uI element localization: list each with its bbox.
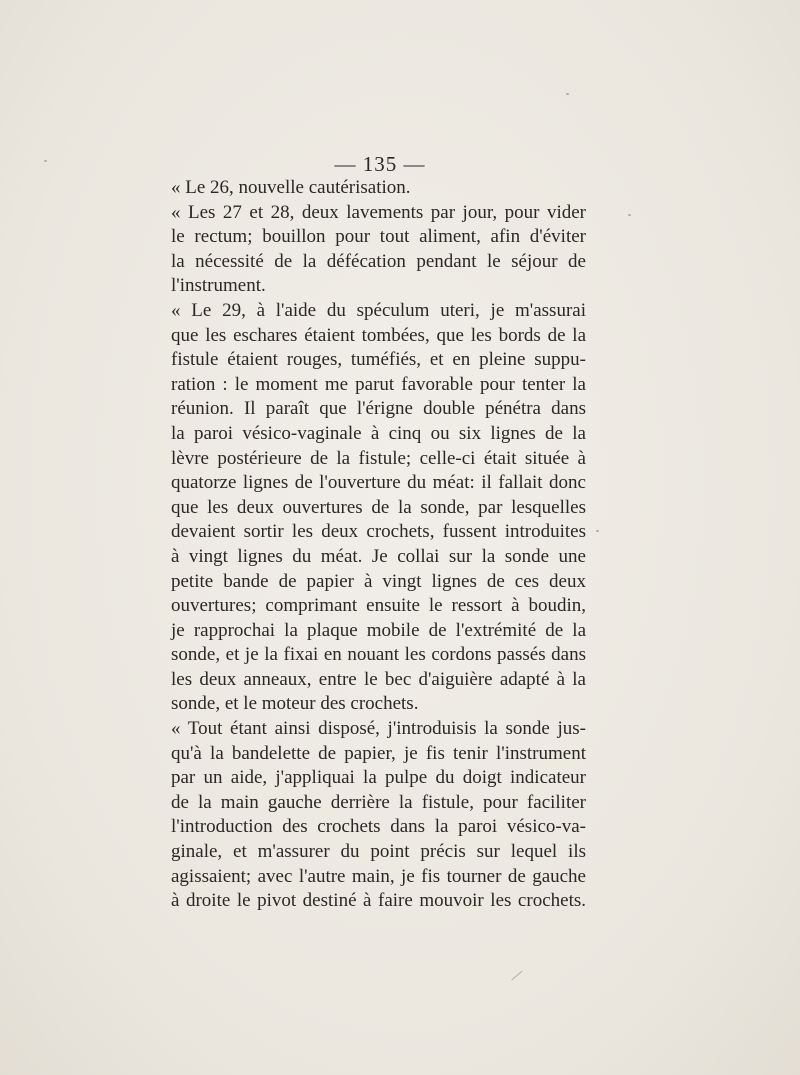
text-line: « Le 29, à l'aide du spéculum uteri, je m'assurai: [171, 299, 586, 321]
paper-speck: [44, 160, 47, 162]
text-line: à vingt lignes du méat. Je collai sur la sonde une: [171, 545, 586, 567]
text-line: petite bande de papier à vingt lignes de ces deux: [171, 570, 586, 592]
text-line: devaient sortir les deux crochets, fussent introduites: [171, 521, 586, 543]
paper-speck: [566, 93, 569, 95]
text-line: fistule étaient rouges, tuméfiés, et en pleine suppu-: [171, 349, 586, 371]
text-line: que les deux ouvertures de la sonde, par lesquelles: [171, 496, 586, 518]
text-line: l'instrument.: [171, 275, 266, 297]
text-line: de la main gauche derrière la fistule, pour faciliter: [171, 791, 586, 813]
text-line: « Le 26, nouvelle cautérisation.: [171, 177, 411, 198]
text-line: que les eschares étaient tombées, que les bords de la: [171, 324, 586, 346]
paper-speck: [628, 214, 631, 216]
text-line: je rapprochai la plaque mobile de l'extrémité de la: [171, 619, 586, 641]
text-line: ouvertures; comprimant ensuite le ressort à boudin,: [171, 595, 586, 617]
text-line: le rectum; bouillon pour tout aliment, afin d'éviter: [171, 226, 586, 248]
paper-speck: [596, 530, 599, 532]
body-text: [171, 176, 586, 914]
text-line: quatorze lignes de l'ouverture du méat: il fallait donc: [171, 472, 586, 494]
text-line: la paroi vésico-vaginale à cinq ou six lignes de la: [171, 422, 586, 444]
text-line: ration : le moment me parut favorable pour tenter la: [171, 373, 586, 395]
paper-mark: [511, 971, 522, 981]
text-line: la nécessité de la défécation pendant le séjour de: [171, 250, 586, 272]
text-line: ginale, et m'assurer du point précis sur lequel ils: [171, 841, 586, 863]
text-line: les deux anneaux, entre le bec d'aiguière adapté à la: [171, 668, 586, 690]
text-line: « Tout étant ainsi disposé, j'introduisis la sonde jus-: [171, 718, 586, 740]
page-number: — 135 —: [334, 152, 426, 176]
text-line: par un aide, j'appliquai la pulpe du doigt indicateur: [171, 767, 586, 789]
text-line: agissaient; avec l'autre main, je fis tourner de gauche: [171, 865, 586, 887]
text-line: qu'à la bandelette de papier, je fis tenir l'instrument: [171, 742, 586, 764]
text-line: lèvre postérieure de la fistule; celle-ci était située à: [171, 447, 586, 469]
text-line: à droite le pivot destiné à faire mouvoir les crochets.: [171, 890, 586, 912]
text-line: sonde, et je la fixai en nouant les cordons passés dans: [171, 644, 586, 666]
text-line: sonde, et le moteur des crochets.: [171, 693, 419, 715]
text-line: « Les 27 et 28, deux lavements par jour, pour vider: [171, 201, 586, 223]
text-line: l'introduction des crochets dans la paroi vésico-va-: [171, 816, 586, 838]
text-line: réunion. Il paraît que l'érigne double pénétra dans: [171, 398, 586, 420]
